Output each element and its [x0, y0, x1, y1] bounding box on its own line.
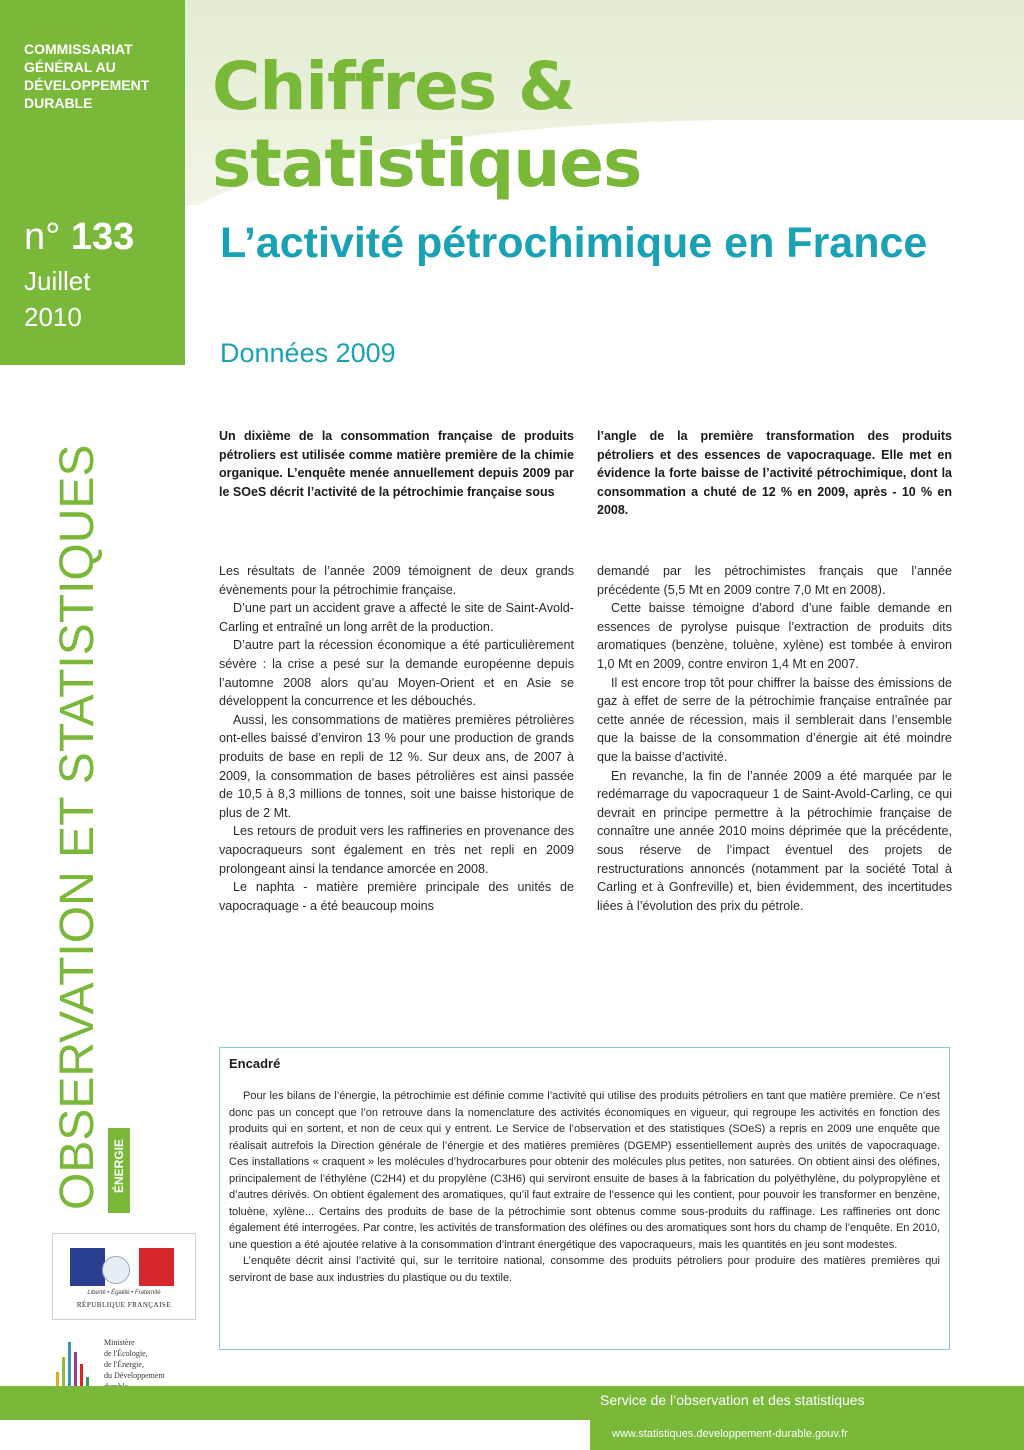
series-title: Chiffres & statistiques — [212, 48, 642, 202]
flag-icon — [70, 1248, 174, 1286]
number-value: 133 — [70, 216, 135, 258]
number-prefix: n° — [24, 216, 61, 258]
paragraph: En revanche, la fin de l’année 2009 a été marquée par le redémarrage du vapocraqueur 1 de Saint-Avold-Carling, ce qui devrait en principe permettre à la pétrochimie française de connaître une année 2010 moins déprimée que la précédente, sous réserve de l’impact éventuel des projets de restructurations annoncés (notamment par la société Total à Carling et à Gonfreville) et, bien évidemment, des incertitudes liées à l’évolution des prix du pétrole. — [597, 768, 952, 913]
page-title: L’activité pétrochimique en France — [220, 219, 928, 267]
org-line: GÉNÉRAL AU — [24, 59, 116, 75]
paragraph: Cette baisse témoigne d’abord d’une faible demande en essences de pyrolyse puisque l’extraction de produits dits aromatiques (benzène, toluène, xylène) est tombée à environ 1,0 Mt en 2009, contre environ 1,4 Mt en 2007. — [597, 601, 952, 671]
body-column-left — [219, 562, 574, 915]
organization-name — [24, 40, 184, 112]
category-tag — [108, 1128, 130, 1213]
paragraph: Les résultats de l’année 2009 témoignent de deux grands évènements pour la pétrochimie française. — [219, 564, 574, 597]
logo-motto: Liberté • Égalité • Fraternité — [87, 1290, 161, 1296]
paragraph: demandé par les pétrochimistes français que l’année précédente (5,5 Mt en 2009 contre 7,0 Mt en 2008). — [597, 564, 952, 597]
org-line: COMMISSARIAT — [24, 41, 133, 57]
info-box-paragraph: Pour les bilans de l’énergie, la pétrochimie est définie comme l’activité qui utilise des produits pétroliers en tant que matière première. Ce n’est donc pas un concept que l’on retrouve dans la nomenclature des activités économiques en vigueur, qui regroupe les activités en fonction des produits qui en sortent, et non de ceux qui y entrent. Le Service de l’observation et des statistiques (SOeS) a repris en 2009 une enquête que réalisait autrefois la Direction générale de l’énergie et des matières premières (DGEMP) essentiellement auprès des unités de vapocraquage. Ces installations « craquent » les molécules d’hydrocarbures pour obtenir des molécules plus petites, non saturées. On obtient ainsi des oléfines, principalement de l’éthylène (C2H4) et du propylène (C3H6) qui serviront ensuite de bases à la fabrication du polyéthylène, du polypropylène et d’autres dérivés. On obtient également des aromatiques, qu’il faut extraire de l’essence qui les contient, pour pouvoir les transformer en benzène, toluène, xylène... Certains des produits de base de la pétrochimie sont obtenus comme sous-produits du raffinage. Les raffineries ont donc également été interrogées. Par contre, les activités de transformation des oléfines ou des aromatiques sont hors du champ de l’enquête. En 2010, une question a été ajoutée relative à la consommation d’intrant énergétique des vapocraqueurs, mais les quantités en jeu sont modestes. — [229, 1090, 940, 1251]
org-line: DÉVELOPPEMENT — [24, 77, 150, 93]
footer-service-name: Service de l’observation et des statistiques — [600, 1392, 865, 1408]
footer-url[interactable]: www.statistiques.developpement-durable.gouv.fr — [612, 1428, 848, 1440]
intro-left: Un dixième de la consommation française de produits pétroliers est utilisée comme matière première de la chimie organique. L’enquête menée annuellement depuis 2009 par le SOeS décrit l’activité de la pétrochimie française sous — [219, 429, 574, 499]
info-box — [219, 1047, 950, 1350]
info-box-title: Encadré — [229, 1056, 281, 1071]
ministry-name: Ministère de l'Écologie, de l'Énergie, du Développement — [104, 1338, 165, 1380]
publication-year: 2010 — [24, 302, 82, 332]
footer-band — [0, 1386, 1024, 1420]
body-column-right — [597, 562, 952, 915]
republic-logo — [52, 1233, 196, 1320]
paragraph: D’autre part la récession économique a été particulièrement sévère : la crise a pesé sur la demande européenne depuis l’automne 2008 alors qu’au Moyen-Orient et en Asie se développent la concurrence et les débouchés. — [219, 638, 574, 709]
info-box-paragraph: L’enquête décrit ainsi l’activité qui, sur le territoire national, consomme des produits pétroliers pour produire des matières premières qui serviront de base aux industries du plastique ou du textile. — [229, 1255, 940, 1284]
paragraph: Aussi, les consommations de matières premières pétrolières ont-elles baissé d’environ 13 % pour une production de grands produits de base en repli de 12 %. Sur deux ans, de 2007 à 2009, la consommation de bases pétrolières est ainsi passée de 10,5 à 8,3 millions de tonnes, soit une baisse historique de plus de 2 Mt. — [219, 712, 574, 820]
marianne-icon — [102, 1256, 130, 1284]
publication-month: Juillet — [24, 266, 91, 296]
paragraph: Le naphta - matière première principale des unités de vapocraquage - a été beaucoup moins — [219, 880, 574, 913]
paragraph: Les retours de produit vers les raffineries en provenance des vapocraqueurs sont également en très net repli en 2009 prolongeant ainsi la tendance amorcée en 2008. — [219, 824, 574, 876]
vertical-series-label: OBSERVATION ET STATISTIQUES — [51, 444, 104, 1210]
intro-right: l’angle de la première transformation des produits pétroliers et des essences de vapocraquage. Elle met en évidence la forte baisse de l’activité pétrochimique, dont la consommation a chuté de 12 % en 2009, après - 10 % en 2008. — [597, 429, 952, 517]
page-subtitle: Données 2009 — [220, 338, 396, 368]
paragraph: Il est encore trop tôt pour chiffrer la baisse des émissions de gaz à effet de serre de la pétrochimie française entraînée par cette année de récession, mais il semblerait dans l’ensemble que la baisse de la consommation d’énergie ait été moindre que la baisse d’activité. — [597, 675, 952, 764]
paragraph: D’une part un accident grave a affecté le site de Saint-Avold-Carling et entraîné un long arrêt de la production. — [219, 601, 574, 634]
logo-republic: RÉPUBLIQUE FRANÇAISE — [76, 1301, 172, 1309]
org-line: DURABLE — [24, 95, 93, 111]
publication-number — [24, 215, 134, 259]
category-tag-label: ÉNERGIE — [112, 1139, 126, 1194]
footer-strip — [0, 1420, 590, 1450]
